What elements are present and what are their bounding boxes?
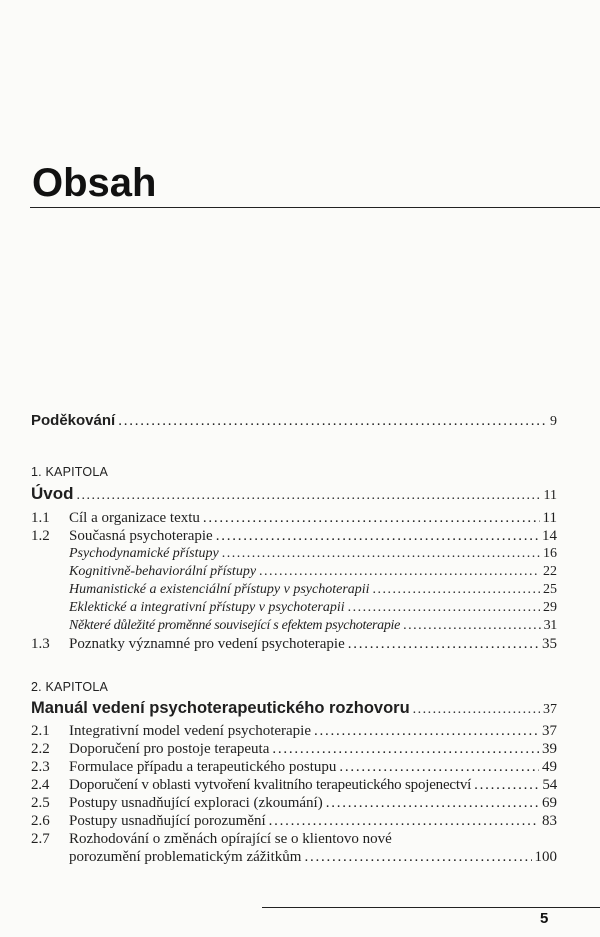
toc-subentry[interactable] [69, 564, 557, 580]
toc-entry-acknowledgements[interactable] [31, 412, 557, 430]
toc-leader-dots [314, 723, 539, 740]
toc-entry[interactable] [31, 813, 557, 830]
chapter-label: 1. KAPITOLA [31, 465, 109, 479]
toc-entry[interactable] [31, 831, 392, 848]
toc-entry-page: 54 [542, 777, 557, 793]
toc-leader-dots [339, 759, 539, 776]
toc-entry-label: Postupy usnadňující exploraci (zkoumání) [69, 795, 323, 811]
toc-leader-dots [474, 777, 539, 794]
toc-leader-dots [272, 741, 539, 758]
chapter-title: Manuál vedení psychoterapeutického rozhovoru [31, 699, 410, 717]
toc-entry-label: Integrativní model vedení psychoterapie [69, 723, 311, 739]
toc-entry-page: 22 [543, 564, 557, 579]
toc-subentry[interactable] [69, 600, 557, 616]
toc-entry-page: 37 [542, 723, 557, 739]
toc-leader-dots [304, 849, 531, 866]
toc-entry-page: 35 [542, 636, 557, 652]
toc-leader-dots [348, 636, 539, 653]
toc-entry-page: 31 [543, 618, 557, 633]
toc-entry-label: Poděkování [31, 412, 116, 429]
toc-leader-dots [326, 795, 539, 812]
toc-entry-label: Formulace případu a terapeutického postupu [69, 759, 337, 775]
toc-entry-number: 1.2 [31, 528, 50, 544]
toc-leader-dots [77, 488, 541, 504]
toc-chapter-2[interactable] [31, 699, 557, 718]
toc-leader-dots [269, 813, 539, 830]
toc-leader-dots [222, 546, 540, 562]
toc-leader-dots [118, 413, 547, 430]
toc-entry-label: Cíl a organizace textu [69, 510, 200, 526]
page-number: 5 [540, 910, 549, 927]
toc-leader-dots [413, 702, 540, 718]
chapter-title: Úvod [31, 484, 74, 503]
toc-leader-dots [403, 618, 541, 634]
toc-entry-number: 2.5 [31, 795, 50, 811]
toc-entry-page: 14 [542, 528, 557, 544]
toc-entry-page: 16 [543, 546, 557, 561]
toc-entry-page: 11 [542, 510, 557, 526]
toc-entry-page: 39 [542, 741, 557, 757]
toc-entry-label: Postupy usnadňující porozumění [69, 813, 266, 829]
toc-entry-page: 49 [542, 759, 557, 775]
toc-entry-label: Rozhodování o změnách opírající se o klientovo nové [69, 831, 392, 847]
toc-entry[interactable] [31, 510, 557, 527]
toc-leader-dots [259, 564, 540, 580]
toc-entry-number: 2.1 [31, 723, 50, 739]
toc-entry[interactable] [31, 777, 557, 794]
toc-entry-page: 100 [534, 849, 557, 865]
toc-entry[interactable] [31, 741, 557, 758]
toc-entry[interactable] [31, 795, 557, 812]
page-title: Obsah [32, 161, 157, 205]
title-rule [30, 207, 600, 208]
toc-entry-number: 1.3 [31, 636, 50, 652]
toc-entry-page: 69 [542, 795, 557, 811]
toc-leader-dots [348, 600, 540, 616]
footer-rule [262, 907, 600, 908]
toc-chapter-1[interactable] [31, 484, 557, 504]
toc-entry-page: 9 [550, 414, 557, 429]
toc-entry-continuation[interactable] [69, 849, 557, 866]
toc-entry-label: Doporučení pro postoje terapeuta [69, 741, 270, 757]
toc-entry-page: 37 [543, 702, 557, 717]
toc-entry-number: 2.6 [31, 813, 50, 829]
toc-entry-number: 1.1 [31, 510, 50, 526]
toc-entry[interactable] [31, 636, 557, 653]
toc-entry-page: 11 [543, 488, 557, 503]
toc-entry[interactable] [31, 528, 557, 545]
toc-entry-label: Psychodynamické přístupy [69, 546, 219, 561]
toc-leader-dots [373, 582, 540, 598]
toc-entry-label: Současná psychoterapie [69, 528, 213, 544]
chapter-label: 2. KAPITOLA [31, 680, 109, 694]
toc-leader-dots [203, 510, 540, 527]
toc-entry-page: 25 [543, 582, 557, 597]
toc-entry-label-continued: porozumění problematickým zážitkům [69, 849, 302, 865]
toc-subentry[interactable] [69, 582, 557, 598]
toc-entry[interactable] [31, 759, 557, 776]
toc-entry-label: Doporučení v oblasti vytvoření kvalitního terapeutického spojenectví [69, 777, 472, 793]
toc-entry-label: Eklektické a integrativní přístupy v psychoterapii [69, 600, 345, 615]
toc-entry-number: 2.2 [31, 741, 50, 757]
toc-entry-label: Humanistické a existenciální přístupy v psychoterapii [69, 582, 370, 597]
toc-entry-number: 2.7 [31, 831, 50, 847]
toc-subentry[interactable] [69, 618, 557, 634]
toc-entry-page: 29 [543, 600, 557, 615]
toc-entry-number: 2.4 [31, 777, 50, 793]
toc-entry[interactable] [31, 723, 557, 740]
toc-leader-dots [216, 528, 539, 545]
toc-entry-label: Některé důležité proměnné související s efektem psychoterapie [69, 618, 401, 633]
toc-subentry[interactable] [69, 546, 557, 562]
toc-entry-number: 2.3 [31, 759, 50, 775]
toc-entry-label: Kognitivně-behaviorální přístupy [69, 564, 257, 579]
toc-entry-page: 83 [542, 813, 557, 829]
toc-entry-label: Poznatky významné pro vedení psychoterapie [69, 636, 345, 652]
